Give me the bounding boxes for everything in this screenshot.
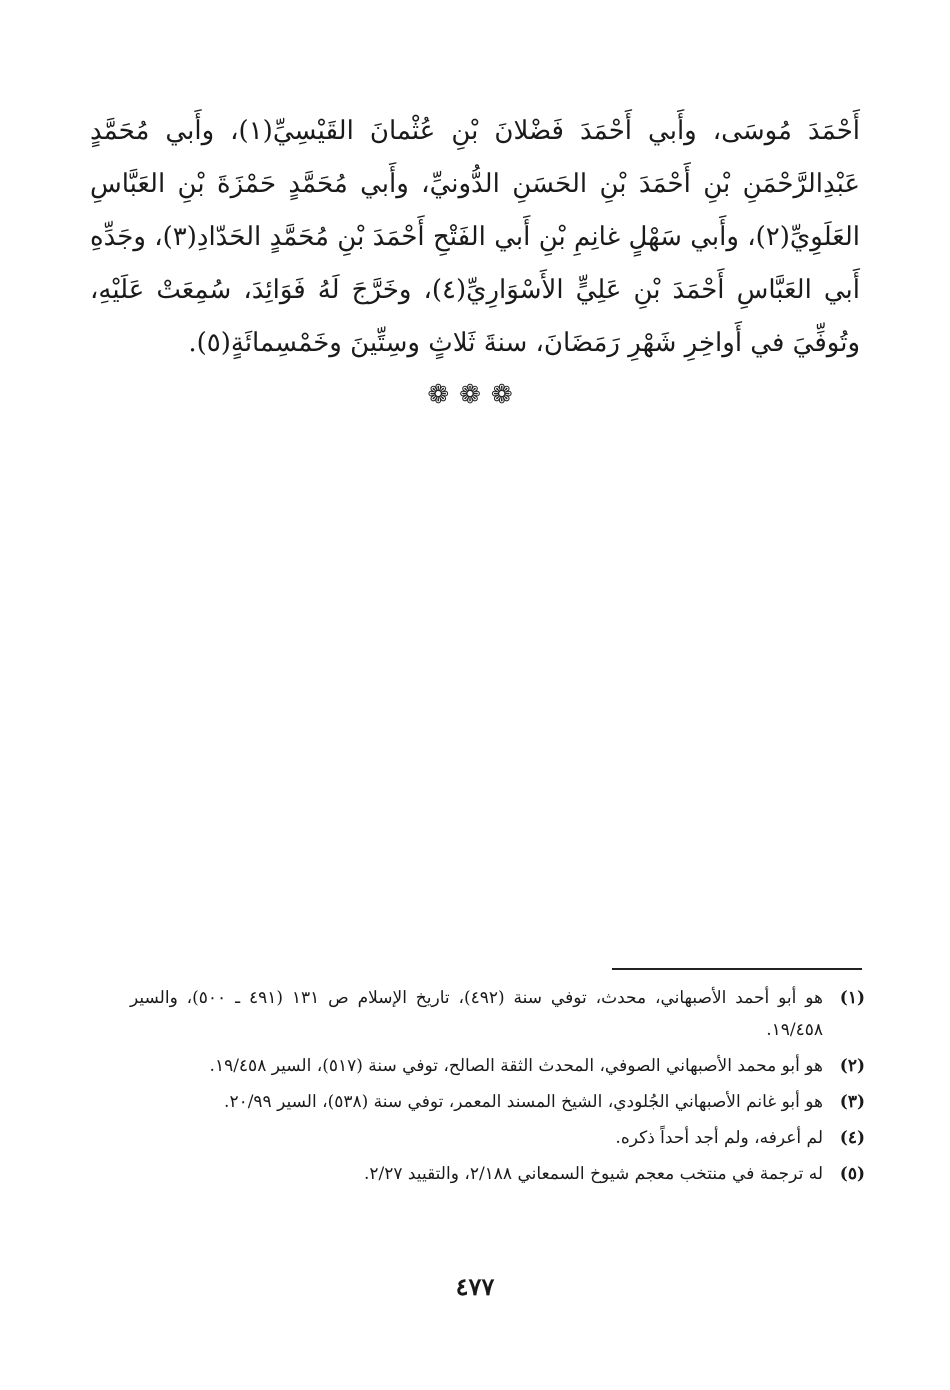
footnote [130,1158,865,1190]
main-text-line: أَبي العَبَّاسِ أَحْمَدَ بْنِ عَلِيٍّ الأَسْوَارِيِّ(٤)، وخَرَّجَ لَهُ فَوَائِدَ، سُمِعَتْ عَلَيْهِ، [90,275,860,305]
footnote [130,1086,865,1118]
main-text-line: عَبْدِالرَّحْمَنِ بْنِ أَحْمَدَ بْنِ الحَسَنِ الدُّونيِّ، وأَبي مُحَمَّدٍ حَمْزَةَ بْنِ العَبَّاسِ [90,169,860,199]
page-number: ٤٧٧ [455,1272,495,1301]
footnote-separator [612,968,862,970]
main-text-block [90,105,860,370]
footnote-text: لم أعرفه، ولم أجد أحداً ذكره. [615,1128,823,1148]
footnote-number: (٤) [839,1128,865,1148]
main-text-line: أَحْمَدَ مُوسَى، وأَبي أَحْمَدَ فَضْلانَ بْنِ عُثْمانَ القَيْسِيِّ(١)، وأَبي مُحَمَّدٍ [90,116,860,146]
footnote-number: (٢) [839,1056,865,1076]
footnote-text: هو أبو محمد الأصبهاني الصوفي، المحدث الثقة الصالح، توفي سنة (٥١٧)، السير ١٩/٤٥٨. [209,1056,823,1076]
footnotes [130,982,865,1194]
footnote [130,1050,865,1082]
main-text-line: العَلَوِيِّ(٢)، وأَبي سَهْلٍ غانِمِ بْنِ أَبي الفَتْحِ أَحْمَدَ بْنِ مُحَمَّدٍ الحَدّادِ(٣)، وجَدِّهِ [90,222,860,252]
footnote-text: هو أبو غانم الأصبهاني الجُلودي، الشيخ المسند المعمر، توفي سنة (٥٣٨)، السير ٢٠/٩٩. [224,1092,823,1112]
footnote-number: (١) [839,988,865,1008]
footnote-number: (٣) [839,1092,865,1112]
section-ornament: ❁❁❁ [427,380,523,410]
footnote [130,1122,865,1154]
footnote-number: (٥) [839,1164,865,1184]
main-text-line: وتُوفِّيَ في أَواخِرِ شَهْرِ رَمَضَانَ، سنةَ ثَلاثٍ وسِتِّينَ وخَمْسِمائَةٍ(٥). [188,328,860,358]
footnote-text: له ترجمة في منتخب معجم شيوخ السمعاني ٢/١٨٨، والتقييد ٢/٢٧. [363,1164,823,1184]
footnote [130,982,865,1046]
footnote-text: هو أبو أحمد الأصبهاني، محدث، توفي سنة (٤٩٢)، تاريخ الإسلام ص ١٣١ (٤٩١ ـ ٥٠٠)، والسير ١٩/٤٥٨. [130,988,823,1040]
